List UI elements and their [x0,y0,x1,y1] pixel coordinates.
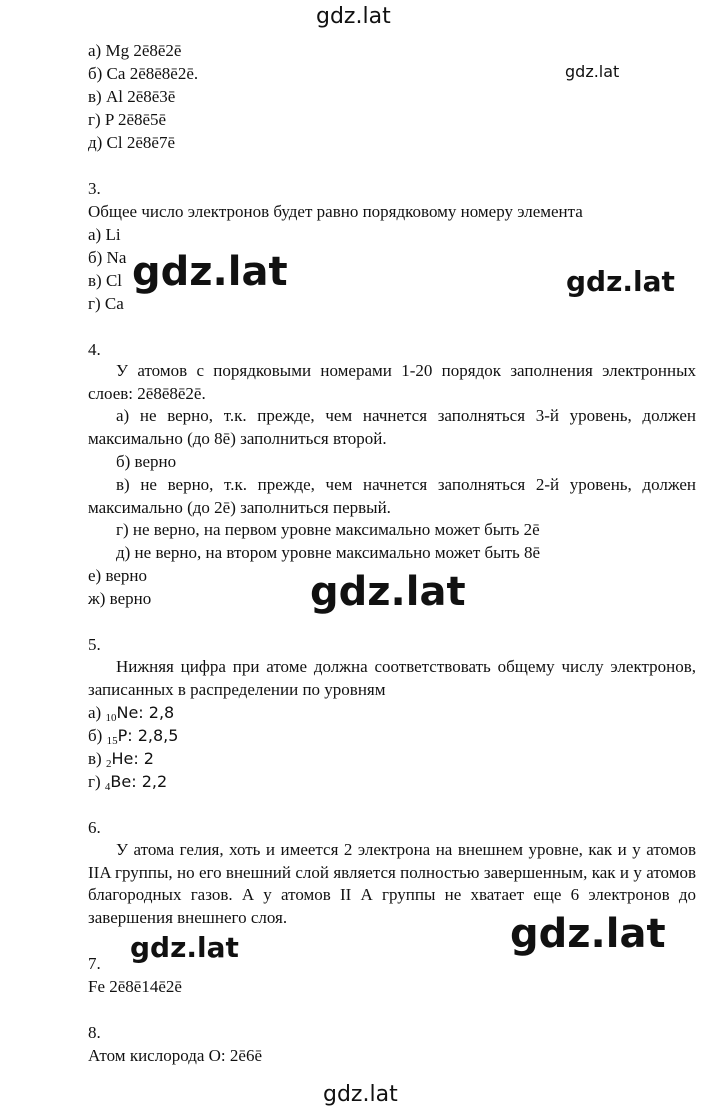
watermark-big-right-2: gdz.lat [510,911,666,957]
q5-answer-v-subscript: 2 [105,758,112,770]
q5-answer-b-subscript: 15 [106,735,118,747]
q3-number: 3. [88,179,101,198]
q5-answer-b-prefix: б) [88,726,107,745]
q2-answer-v: в) Al 2ē8ē3ē [88,87,176,106]
q4-answer-e: е) верно [88,566,148,585]
q4-answer-g: г) не верно, на первом уровне максимально может быть 2ē [116,520,540,539]
q5-answer-a-subscript: 10 [105,712,117,724]
q3-answer-v: в) Cl [88,271,122,290]
q5-answer-g-subscript: 4 [104,781,111,793]
q5-answer-v-element: He: 2 [111,749,154,768]
q2-answer-b: б) Ca 2ē8ē8ē2ē. [88,64,199,83]
q5-answer-v-prefix: в) [88,749,106,768]
q4-answer-a [88,405,696,450]
q5-text [88,656,696,701]
q7-number: 7. [88,954,101,973]
watermark-big-right-1: gdz.lat [566,265,675,298]
q4-answer-d: д) не верно, на втором уровне максимально может быть 8ē [116,543,541,562]
q6-text [88,839,696,929]
watermark-bottom: gdz.lat [323,1082,398,1107]
q3-text: Общее число электронов будет равно порядковому номеру элемента [88,202,583,221]
q4-answer-v [88,474,696,519]
watermark-right-small: gdz.lat [565,62,620,81]
q3-answer-a: а) Li [88,225,121,244]
q5-answer-a-element: Ne: 2,8 [116,703,175,722]
q4-answer-a-text: а) не верно, т.к. прежде, чем начнется заполняться 3-й уровень, должен максимально (до 8ē) заполниться второй. [88,406,696,448]
q3-answer-g: г) Ca [88,294,124,313]
q2-answer-d: д) Cl 2ē8ē7ē [88,133,176,152]
q4-text-content: У атомов с порядковыми номерами 1-20 порядок заполнения электронных слоев: 2ē8ē8ē2ē. [88,361,696,403]
q4-text [88,360,696,405]
q5-answer-g-prefix: г) [88,772,105,791]
watermark-big-left-2: gdz.lat [130,931,239,964]
q4-answer-zh: ж) верно [88,589,152,608]
q6-text-content: У атома гелия, хоть и имеется 2 электрона на внешнем уровне, как и у атомов IIA группы, но его внешний слой является полностью завершенным, как и у атомов благородных газов. А у атомов II А группы не хватает еще 6 электронов до завершения внешнего слоя. [88,840,696,927]
q8-text: Атом кислорода О: 2ē6ē [88,1046,263,1065]
q2-answer-g: г) P 2ē8ē5ē [88,110,167,129]
q5-answer-a-prefix: а) [88,703,106,722]
q4-number: 4. [88,340,101,359]
q5-text-content: Нижняя цифра при атоме должна соответствовать общему числу электронов, записанных в распределении по уровням [88,657,696,699]
q6-number: 6. [88,818,101,837]
watermark-big-center: gdz.lat [310,569,466,615]
q5-answer-b-element: P: 2,8,5 [117,726,179,745]
q7-text: Fe 2ē8ē14ē2ē [88,977,182,996]
watermark-top: gdz.lat [316,4,391,29]
q5-answer-g [88,771,167,798]
q2-answer-a: а) Mg 2ē8ē2ē [88,41,182,60]
q4-answer-b: б) верно [116,452,177,471]
q5-answer-g-element: Be: 2,2 [110,772,168,791]
q5-number: 5. [88,635,101,654]
q4-answer-v-text: в) не верно, т.к. прежде, чем начнется заполняться 2-й уровень, должен максимально (до 2ē) заполниться первый. [88,475,696,517]
q8-number: 8. [88,1023,101,1042]
watermark-big-left-1: gdz.lat [132,249,288,295]
q3-answer-b: б) Na [88,248,127,267]
